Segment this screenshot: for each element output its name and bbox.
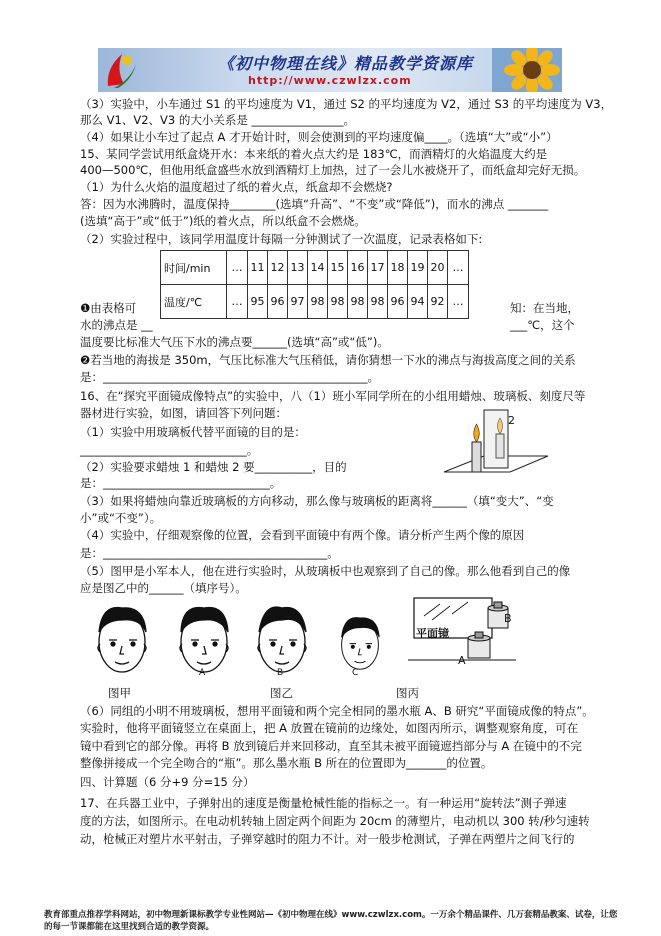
table-cell: 14: [308, 251, 328, 285]
q16-line1: 16、在“探究平面镜成像特点”的实验中，八（1）班小军同学所在的小组用蜡烛、玻璃板、刻度尺等: [80, 389, 586, 403]
q15-2-part2-line2: 是：______________________________________________。: [80, 370, 379, 384]
table-cell: 16: [348, 251, 368, 285]
q17-line3: 动，枪械正对塑片水平射击，子弹穿越时的阻力不计。对一般步枪测试，子弹在两塑片之间飞行的: [80, 832, 575, 846]
table-cell: 98: [348, 285, 368, 319]
q14-3-line2: 那么 V1、V2、V3 的大小关系是 ________________。: [80, 113, 356, 127]
q15-line1: 15、某同学尝试用纸盒烧开水：本来纸的着火点大约是 183℃，而酒精灯的火焰温度大约是: [80, 147, 548, 161]
q16-5-line2: 应是图乙中的______（填序号）。: [80, 581, 247, 595]
candle-mirror-figure: [440, 398, 550, 480]
table-cell: 98: [368, 285, 388, 319]
bottle-a-label: A: [458, 654, 466, 667]
table-cell: 96: [268, 285, 288, 319]
q16-1-question: （1）实验中用玻璃板代替平面镜的目的是：: [80, 425, 306, 439]
q15-2-part2-line1: ❷若当地的海拔是 350m，气压比标准大气压稍低，请你猜想一下水的沸点与海拔高度之间的关系: [80, 353, 576, 367]
table-row: [161, 285, 469, 319]
table-cell: 92: [428, 285, 448, 319]
q16-4-line1: （4）实验中，仔细观察像的位置，会看到平面镜中有两个像。请分析产生两个像的原因: [80, 528, 525, 542]
site-logo-icon: [102, 50, 140, 90]
q16-3-line2: 小”或“不变”）。: [80, 511, 162, 525]
table-cell: 17: [368, 251, 388, 285]
table-cell: …: [227, 285, 248, 319]
table-cell: …: [227, 251, 248, 285]
q16-2-line2: 是：_____________________________。: [80, 476, 282, 490]
page-footer: 教育部重点推荐学科网站，初中物理新课标教学专业性网站—《初中物理在线》www.czwlzx.com。一万余个精品课件、几万套精品教案、试卷，让您的每一节课都能在这里找到合适的教学资源。: [44, 910, 618, 932]
table-cell: 94: [408, 285, 428, 319]
table-cell: 97: [288, 285, 308, 319]
q15-2-question: （2）实验过程中，该同学用温度计每隔一分钟测试了一次温度，记录表格如下:: [80, 232, 483, 246]
figure-bing-caption: 图丙: [396, 686, 419, 700]
q16-6-line4: 整像拼接成一个完全吻合的“瓶”。那么墨水瓶 B 所在的位置即为_______的位置。: [80, 756, 493, 770]
table-cell: 11: [248, 251, 268, 285]
face-label-b: B: [277, 668, 284, 678]
q17-line2: 度的方法，如图所示。在电动机转轴上固定两个间距为 20cm 的薄塑片，电动机以 300 转/秒匀速转: [80, 814, 590, 828]
q16-2-line1: （2）实验要求蜡烛 1 和蜡烛 2 要__________，目的: [80, 460, 347, 474]
candle-2-label: 2: [508, 414, 515, 427]
q15-1-answer-line1: 答：因为水沸腾时，温度保持________(选填“升高”、“不变”或“降低”)，而水的沸点 _______: [80, 197, 549, 211]
table-cell: …: [448, 251, 469, 285]
q15-2-part1-right2: ___℃，这个: [510, 318, 575, 332]
q15-1-answer-line2: (选填“高于”或“低于”)纸的着火点，所以纸盒不会燃烧。: [80, 214, 366, 228]
q16-6-line1: （6）同组的小明不用玻璃板，想用平面镜和两个完全相同的墨水瓶 A、B 研究“平面镜成像的特点”。: [80, 704, 594, 718]
q16-3-line1: （3）如果将蜡烛向靠近玻璃板的方向移动，那么像与玻璃板的距离将______（填“变大”、“变: [80, 494, 554, 508]
face-label-c: C: [352, 668, 359, 678]
q17-line1: 17、在兵器工业中，子弹射出的速度是衡量枪械性能的指标之一。有一种运用“旋转法”测子弹速: [80, 796, 567, 810]
q16-line2: 器材进行实验，如图，请回答下列问题：: [80, 406, 287, 420]
q16-4-line2: 是：_______________________________________。: [80, 546, 339, 560]
q15-2-part1-left: ❶由表格可: [80, 301, 137, 315]
table-cell: 98: [308, 285, 328, 319]
table-row: [161, 251, 469, 285]
q15-1-question: （1）为什么火焰的温度超过了纸的着火点，纸盒却不会燃烧?: [80, 180, 393, 194]
section-4-heading: 四、计算题（6 分+9 分=15 分）: [80, 775, 255, 789]
q15-2-part1-right: 知：在当地，: [510, 301, 579, 315]
sunflower-icon: [492, 48, 562, 92]
header-banner: [98, 48, 562, 92]
table-cell: 15: [328, 251, 348, 285]
figure-yi-caption: 图乙: [270, 686, 293, 700]
q14-4-line: （4）如果让小车过了起点 A 才开始计时，则会使测到的平均速度偏____。（选填“大”或“小”）: [80, 130, 558, 144]
figure-jia-caption: 图甲: [108, 686, 131, 700]
q14-3-line1: （3）实验中，小车通过 S1 的平均速度为 V1，通过 S2 的平均速度为 V2，通过 S3 的平均速度为 V3，: [80, 97, 613, 111]
table-cell: 98: [328, 285, 348, 319]
table-cell: 96: [388, 285, 408, 319]
q15-2-part1-line3: 温度要比标准大气压下水的沸点要______(选填“高”或“低”)。: [80, 335, 389, 349]
q15-line2: 400—500℃，但他用纸盒盛些水放到酒精灯上加热，过了一会儿水被烧开了，而纸盒却完好无损。: [80, 163, 586, 177]
site-url[interactable]: http://www.czwlzx.com: [248, 74, 412, 87]
q16-6-line3: 镜中看到它的部分像。再将 B 放到镜后并来回移动，直至其未被平面镜遮挡部分与 A 在镜中的不完: [80, 739, 582, 753]
table-cell: 13: [288, 251, 308, 285]
table-cell: 20: [428, 251, 448, 285]
site-title: 《初中物理在线》精品教学资源库: [218, 54, 474, 73]
table-cell: 12: [268, 251, 288, 285]
q16-5-line1: （5）图甲是小军本人，他在进行实验时，从玻璃板中也观察到了自己的像。那么他看到自己的像: [80, 564, 571, 578]
table-cell: 95: [248, 285, 268, 319]
table-cell: 19: [408, 251, 428, 285]
table-cell: …: [448, 285, 469, 319]
q16-6-line2: 实验时，他将平面镜竖立在桌面上，把 A 放置在镜前的边缘处，如图丙所示，调整观察角度，可在: [80, 721, 579, 735]
table-header-time: 时间/min: [161, 251, 227, 285]
faces-figure: [92, 598, 382, 684]
bottle-b-label: B: [504, 612, 512, 625]
temperature-table: [160, 250, 469, 319]
mirror-label: 平面镜: [416, 627, 449, 640]
face-label-a: A: [199, 668, 206, 678]
table-header-temp: 温度/℃: [161, 285, 227, 319]
table-cell: 18: [388, 251, 408, 285]
q16-1-answer: _____________________________。: [80, 443, 259, 457]
q15-2-part1-left2: 水的沸点是 __: [80, 318, 153, 332]
